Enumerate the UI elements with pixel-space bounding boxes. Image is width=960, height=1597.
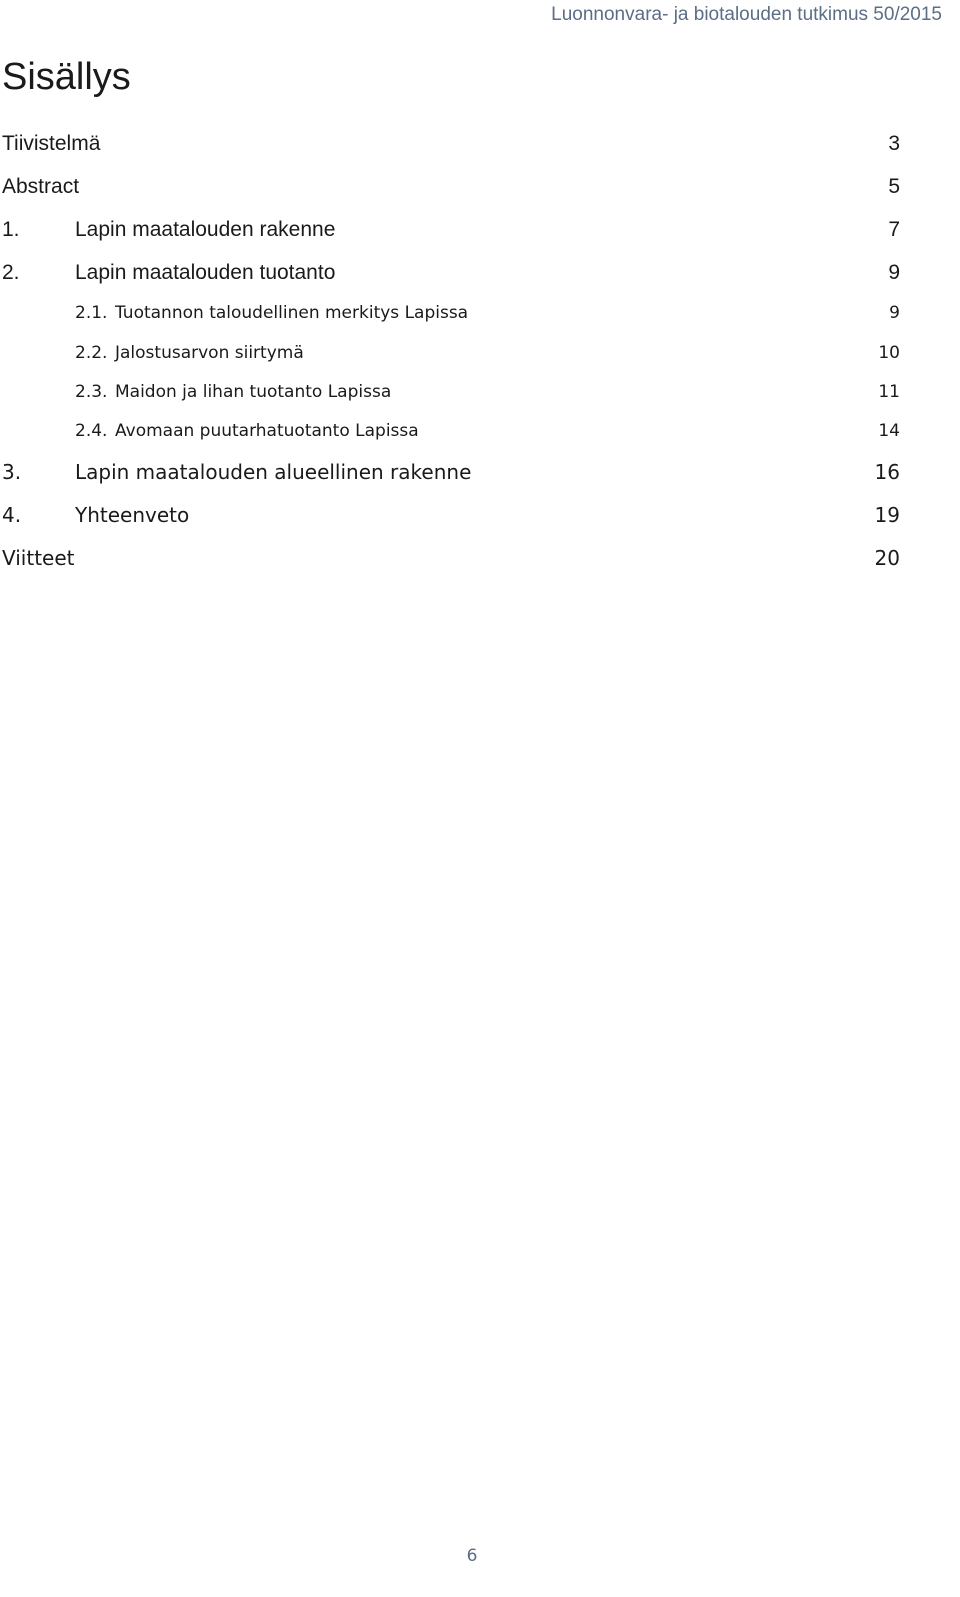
toc-entry-tiivistelma[interactable] [0, 132, 900, 162]
toc-entry-label: Lapin maatalouden alueellinen rakenne [75, 460, 472, 484]
toc-entry-chapter-2[interactable] [0, 261, 900, 291]
toc-entry-number: 2.4. [75, 421, 108, 441]
toc-entry-page: 3 [888, 132, 900, 155]
running-header: Luonnonvara- ja biotalouden tutkimus 50/2015 [551, 4, 942, 25]
toc-entry-viitteet[interactable] [0, 546, 900, 576]
toc-entry-abstract[interactable] [0, 175, 900, 205]
toc-entry-label: Yhteenveto [75, 503, 190, 527]
toc-entry-label: Maidon ja lihan tuotanto Lapissa [115, 382, 392, 402]
toc-entry-page: 11 [878, 382, 900, 402]
toc-entry-page: 19 [874, 503, 900, 527]
toc-entry-label: Viitteet [2, 546, 75, 570]
toc-entry-page: 5 [888, 175, 900, 198]
toc-entry-chapter-3[interactable] [0, 460, 900, 490]
toc-entry-section-2-3[interactable] [0, 382, 900, 412]
toc-entry-page: 20 [874, 546, 900, 570]
toc-entry-number: 2.3. [75, 382, 108, 402]
toc-entry-label: Abstract [2, 175, 80, 198]
toc-entry-page: 14 [878, 421, 900, 441]
page-title: Sisällys [2, 56, 131, 98]
page-number: 6 [466, 1546, 478, 1566]
toc-entry-number: 3. [2, 460, 22, 484]
toc-entry-page: 10 [878, 343, 900, 363]
toc-entry-number: 2.1. [75, 303, 108, 323]
toc-entry-chapter-1[interactable] [0, 218, 900, 248]
toc-entry-page: 9 [888, 261, 900, 284]
toc-entry-label: Tiivistelmä [2, 132, 101, 155]
toc-entry-label: Avomaan puutarhatuotanto Lapissa [115, 421, 419, 441]
toc-entry-section-2-1[interactable] [0, 303, 900, 333]
toc-entry-label: Tuotannon taloudellinen merkitys Lapissa [115, 303, 469, 323]
toc-entry-page: 16 [874, 460, 900, 484]
toc-entry-number: 4. [2, 503, 22, 527]
toc-entry-number: 2.2. [75, 343, 108, 363]
toc-entry-label: Lapin maatalouden tuotanto [75, 261, 336, 284]
toc-entry-page: 9 [889, 303, 900, 323]
toc-entry-section-2-2[interactable] [0, 343, 900, 373]
toc-entry-label: Lapin maatalouden rakenne [75, 218, 336, 241]
toc-entry-number: 2. [2, 261, 20, 284]
toc-entry-label: Jalostusarvon siirtymä [115, 343, 304, 363]
toc-entry-page: 7 [888, 218, 900, 241]
toc-entry-section-2-4[interactable] [0, 421, 900, 451]
toc-entry-chapter-4[interactable] [0, 503, 900, 533]
toc-entry-number: 1. [2, 218, 20, 241]
